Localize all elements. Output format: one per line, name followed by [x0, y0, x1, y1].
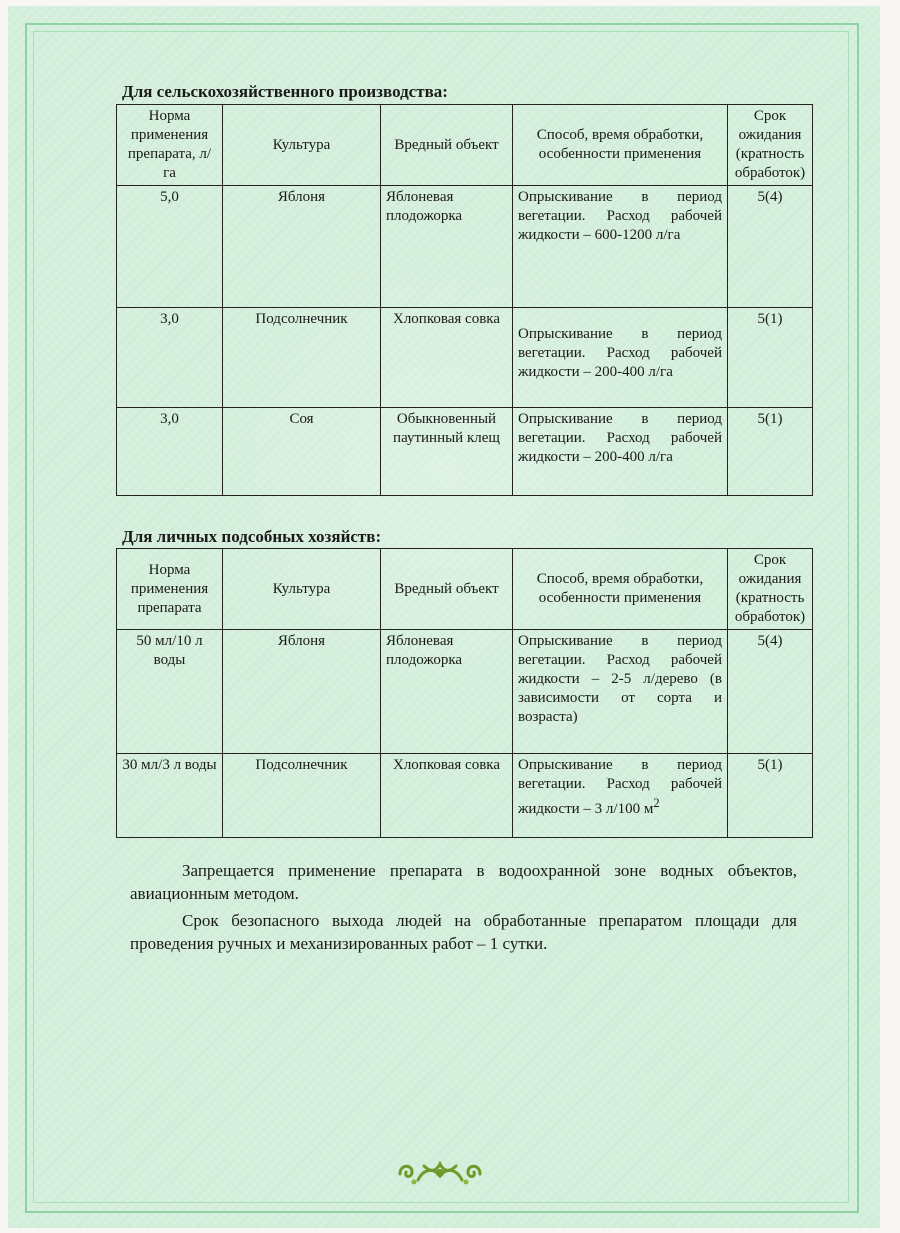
private-table [116, 548, 813, 838]
table-row [117, 186, 813, 308]
header-culture: Культура [223, 105, 381, 186]
cell-pest: Яблоневая плодожорка [381, 186, 513, 308]
cell-culture: Яблоня [223, 186, 381, 308]
cell-culture: Подсолнечник [223, 308, 381, 408]
cell-term: 5(1) [728, 408, 813, 496]
header-method: Способ, время обработки, особенности применения [513, 549, 728, 630]
cell-term: 5(4) [728, 186, 813, 308]
cell-culture: Подсолнечник [223, 754, 381, 838]
cell-culture: Яблоня [223, 630, 381, 754]
note-safe-entry: Срок безопасного выхода людей на обработанные препаратом площади для проведения ручных и механизированных работ – 1 сутки. [130, 911, 797, 953]
cell-rate: 3,0 [117, 308, 223, 408]
agricultural-table [116, 104, 813, 496]
header-term: Срок ожидания (кратность обработок) [728, 105, 813, 186]
cell-rate: 5,0 [117, 186, 223, 308]
note-water-protection: Запрещается применение препарата в водоохранной зоне водных объектов, авиационным методом. [130, 861, 797, 903]
cell-rate: 30 мл/3 л воды [117, 754, 223, 838]
table-row [117, 630, 813, 754]
cell-method [513, 754, 728, 838]
cell-term: 5(1) [728, 308, 813, 408]
section-title-agricultural: Для сельскохозяйственного производства: [122, 82, 448, 101]
header-pest: Вредный объект [381, 549, 513, 630]
table-row [117, 754, 813, 838]
cell-term: 5(4) [728, 630, 813, 754]
header-pest: Вредный объект [381, 105, 513, 186]
decorative-ornament-icon [394, 1158, 486, 1188]
cell-pest: Хлопковая совка [381, 308, 513, 408]
header-rate: Норма применения препарата [117, 549, 223, 630]
table-row [117, 308, 813, 408]
cell-method: Опрыскивание в период вегетации. Расход рабочей жидкости – 600-1200 л/га [513, 186, 728, 308]
header-culture: Культура [223, 549, 381, 630]
table-row [117, 408, 813, 496]
section-title-private: Для личных подсобных хозяйств: [122, 527, 382, 546]
header-method: Способ, время обработки, особенности применения [513, 105, 728, 186]
table-header-row [117, 105, 813, 186]
cell-pest: Яблоневая плодожорка [381, 630, 513, 754]
table-header-row [117, 549, 813, 630]
cell-method: Опрыскивание в период вегетации. Расход рабочей жидкости – 2-5 л/дерево (в зависимости от сорта и возраста) [513, 630, 728, 754]
cell-term: 5(1) [728, 754, 813, 838]
method-superscript: 2 [653, 796, 660, 810]
method-text: Опрыскивание в период вегетации. Расход рабочей жидкости – 3 л/100 м [518, 757, 722, 817]
header-rate: Норма применения препарата, л/га [117, 105, 223, 186]
cell-rate: 50 мл/10 л воды [117, 630, 223, 754]
cell-rate: 3,0 [117, 408, 223, 496]
cell-pest: Обыкновенный паутинный клещ [381, 408, 513, 496]
cell-culture: Соя [223, 408, 381, 496]
cell-method: Опрыскивание в период вегетации. Расход рабочей жидкости – 200-400 л/га [513, 308, 728, 408]
header-term: Срок ожидания (кратность обработок) [728, 549, 813, 630]
cell-pest: Хлопковая совка [381, 754, 513, 838]
cell-method: Опрыскивание в период вегетации. Расход рабочей жидкости – 200-400 л/га [513, 408, 728, 496]
